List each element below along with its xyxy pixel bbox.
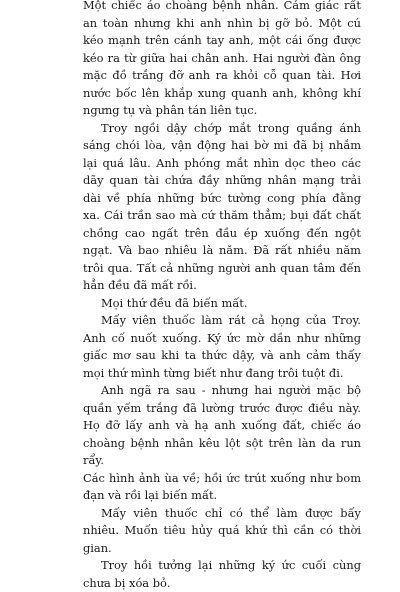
paragraph-1: Một chiếc áo choàng bệnh nhân. Cảm giác rất an toàn nhưng khi anh nhìn bị gỡ bỏ. Một cú kéo mạnh trên cánh tay anh, một cái ống được kéo ra từ giữa hai chân anh. Hai người đàn ông mặc đồ trắng đỡ anh ra khỏi cỗ quan tài. Hơi nước bốc lên khắp xung quanh anh, không khí ngưng tụ và phân tán liên tục. — [83, 0, 361, 117]
paragraph-5: Anh ngã ra sau - nhưng hai người mặc bộ quần yếm trắng đã lường trước được điều này. Họ đỡ lấy anh và hạ anh xuống đất, chiếc áo choàng bệnh nhân kêu lột sột trên làn da run rẩy. — [83, 383, 361, 467]
paragraph-3: Mọi thứ đều đã biến mất. — [101, 295, 248, 310]
paragraph-6: Các hình ảnh ùa về; hồi ức trút xuống như bom đạn và rồi lại biến mất. — [83, 470, 361, 502]
text-column — [83, 0, 361, 592]
paragraph-8: Troy hồi tưởng lại những ký ức cuối cùng chưa bị xóa bỏ. — [83, 558, 361, 590]
paragraph-7: Mấy viên thuốc chỉ có thể làm được bấy nhiêu. Muốn tiêu hủy quá khứ thì cần có thời gian. — [83, 505, 361, 555]
paragraph-4: Mấy viên thuốc làm rát cả họng của Troy. Anh cố nuốt xuống. Ký ức mờ dần như những giấc mơ sau khi ta thức dậy, và anh cảm thấy mọi thứ mình từng biết như đang trôi tuột đi. — [83, 313, 361, 380]
paragraph-2: Troy ngồi dậy chớp mắt trong quầng ánh sáng chói lòa, vận động hai bờ mi đã bị nhắm lại quá lâu. Anh phóng mắt nhìn dọc theo các dãy quan tài chứa đầy những nhân mạng trải dài về phía những bức tường cong phía đằng xa. Cái trần sao mà cứ thăm thẳm; bụi đất chất chồng cao ngất trên đầu ép xuống đến ngột ngạt. Và bao nhiêu là năm. Đã rất nhiều năm trôi qua. Tất cả những người anh quan tâm đến hẳn đều đã mất rồi. — [83, 120, 361, 292]
